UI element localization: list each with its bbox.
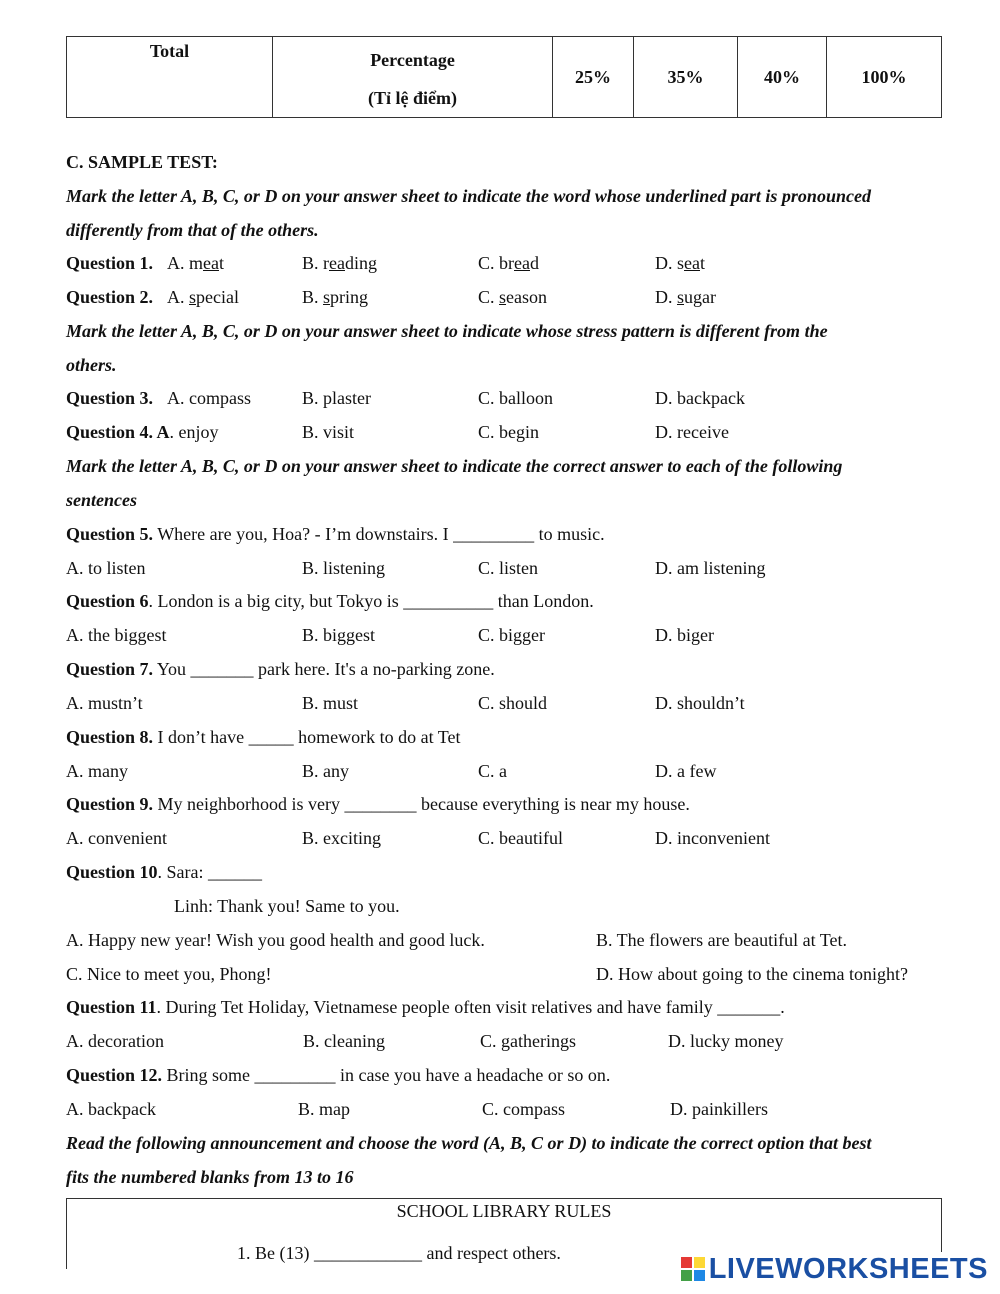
library-rule-1: 1. Be (13) ____________ and respect others.	[237, 1243, 561, 1263]
option-d[interactable]: D. lucky money	[668, 1031, 784, 1051]
option-d[interactable]: D. seat	[655, 253, 706, 273]
question-1	[66, 246, 946, 280]
option-c[interactable]: C. begin	[478, 422, 539, 442]
instruction-stress-cont: others.	[66, 355, 117, 375]
option-d[interactable]: D. am listening	[655, 558, 766, 578]
option-b[interactable]: B. spring	[302, 287, 369, 307]
question-label: Question 5.	[66, 524, 154, 544]
question-10-options-ab	[66, 923, 946, 957]
question-8	[66, 720, 946, 754]
option-a[interactable]: A. to listen	[66, 558, 146, 578]
question-12	[66, 1058, 946, 1092]
question-text: . London is a big city, but Tokyo is __________ than London.	[148, 591, 594, 611]
option-a[interactable]: A. Happy new year! Wish you good health and good luck.	[66, 930, 485, 950]
question-label: Question 7.	[66, 659, 154, 679]
option-a[interactable]: A. mustn’t	[66, 693, 143, 713]
section-title: C. SAMPLE TEST:	[66, 152, 218, 172]
option-b[interactable]: B. any	[302, 761, 349, 781]
instruction-reading-cont: fits the numbered blanks from 13 to 16	[66, 1167, 354, 1187]
option-a[interactable]: A. backpack	[66, 1099, 156, 1119]
instruction-correct-cont: sentences	[66, 490, 137, 510]
question-4	[66, 415, 946, 449]
option-d[interactable]: D. How about going to the cinema tonight?	[596, 964, 908, 984]
option-b[interactable]: B. plaster	[302, 388, 371, 408]
option-d[interactable]: D. shouldn’t	[655, 693, 745, 713]
question-text: Where are you, Hoa? - I’m downstairs. I _________ to music.	[153, 524, 605, 544]
library-rules-title: SCHOOL LIBRARY RULES	[396, 1201, 612, 1221]
option-c[interactable]: C. a	[478, 761, 507, 781]
option-c[interactable]: C. should	[478, 693, 548, 713]
option-c[interactable]: C. bread	[478, 253, 539, 273]
liveworksheets-logo	[681, 1252, 988, 1286]
question-text: Bring some _________ in case you have a headache or so on.	[162, 1065, 611, 1085]
question-2	[66, 280, 946, 314]
option-d[interactable]: D. sugar	[655, 287, 716, 307]
question-6-options	[66, 618, 946, 652]
percent-value: 25%	[553, 37, 634, 118]
instruction-stress: Mark the letter A, B, C, or D on your answer sheet to indicate whose stress pattern is different from the	[66, 321, 828, 341]
question-5	[66, 517, 946, 551]
option-b[interactable]: B. listening	[302, 558, 386, 578]
option-a[interactable]: . enjoy	[169, 422, 219, 442]
question-label: Question 11	[66, 997, 157, 1017]
option-a[interactable]: A. meat	[167, 253, 224, 273]
question-label: Question 1.	[66, 253, 154, 273]
question-label: Question 4. A	[66, 422, 170, 442]
question-10	[66, 855, 946, 889]
option-a[interactable]: A. compass	[167, 388, 251, 408]
option-c[interactable]: C. balloon	[478, 388, 553, 408]
instruction-pronunciation-cont: differently from that of the others.	[66, 220, 319, 240]
option-b[interactable]: B. visit	[302, 422, 355, 442]
option-a[interactable]: A. many	[66, 761, 128, 781]
question-text: My neighborhood is very ________ because everything is near my house.	[153, 794, 690, 814]
logo-blocks-icon	[681, 1257, 705, 1281]
question-10-reply	[66, 889, 946, 923]
option-a[interactable]: A. convenient	[66, 828, 167, 848]
option-b[interactable]: B. cleaning	[303, 1031, 385, 1051]
question-7	[66, 652, 946, 686]
question-label: Question 9.	[66, 794, 154, 814]
option-c[interactable]: C. beautiful	[478, 828, 563, 848]
question-text: . During Tet Holiday, Vietnamese people often visit relatives and have family _______.	[156, 997, 785, 1017]
option-d[interactable]: D. receive	[655, 422, 729, 442]
question-9	[66, 787, 946, 821]
question-label: Question 3.	[66, 388, 154, 408]
score-table	[66, 36, 942, 118]
question-label: Question 12.	[66, 1065, 163, 1085]
question-7-options	[66, 686, 946, 720]
question-label: Question 6	[66, 591, 149, 611]
question-5-options	[66, 551, 946, 585]
option-c[interactable]: C. Nice to meet you, Phong!	[66, 964, 272, 984]
question-label: Question 10	[66, 862, 158, 882]
percentage-sub: (Tỉ lệ điểm)	[368, 88, 457, 108]
percent-value: 40%	[738, 37, 827, 118]
question-8-options	[66, 754, 946, 788]
question-label: Question 8.	[66, 727, 154, 747]
instruction-reading: Read the following announcement and choose the word (A, B, C or D) to indicate the correct option that best	[66, 1133, 872, 1153]
option-d[interactable]: D. painkillers	[670, 1099, 768, 1119]
option-d[interactable]: D. biger	[655, 625, 714, 645]
question-12-options	[66, 1092, 946, 1126]
percentage-label: Percentage	[370, 50, 455, 70]
logo-text: LIVEWORKSHEETS	[708, 1252, 988, 1285]
total-cell: Total	[67, 37, 273, 118]
option-c[interactable]: C. season	[478, 287, 548, 307]
option-d[interactable]: D. backpack	[655, 388, 745, 408]
percent-value: 100%	[827, 37, 942, 118]
question-3	[66, 381, 946, 415]
option-b[interactable]: B. map	[298, 1099, 350, 1119]
question-label: Question 2.	[66, 287, 154, 307]
instruction-pronunciation: Mark the letter A, B, C, or D on your answer sheet to indicate the word whose underlined part is pronounced	[66, 186, 871, 206]
option-b[interactable]: B. must	[302, 693, 359, 713]
question-11	[66, 990, 946, 1024]
option-b[interactable]: B. biggest	[302, 625, 376, 645]
question-11-options	[66, 1024, 946, 1058]
question-text: . Sara: ______	[157, 862, 262, 882]
option-c[interactable]: C. gatherings	[480, 1031, 576, 1051]
question-text: I don’t have _____ homework to do at Tet	[153, 727, 461, 747]
option-b[interactable]: B. The flowers are beautiful at Tet.	[596, 930, 847, 950]
question-9-options	[66, 821, 946, 855]
instruction-correct: Mark the letter A, B, C, or D on your answer sheet to indicate the correct answer to each of the following	[66, 456, 843, 476]
option-d[interactable]: D. inconvenient	[655, 828, 770, 848]
question-text: You _______ park here. It's a no-parking zone.	[153, 659, 495, 679]
question-6	[66, 584, 946, 618]
option-c[interactable]: C. listen	[478, 558, 539, 578]
option-a[interactable]: A. decoration	[66, 1031, 164, 1051]
percentage-cell	[273, 37, 553, 118]
option-a[interactable]: A. the biggest	[66, 625, 167, 645]
option-b[interactable]: B. reading	[302, 253, 377, 273]
reply-text: Linh: Thank you! Same to you.	[174, 896, 400, 916]
option-a[interactable]: A. special	[167, 287, 239, 307]
question-10-options-cd	[66, 957, 946, 991]
option-c[interactable]: C. compass	[482, 1099, 565, 1119]
option-c[interactable]: C. bigger	[478, 625, 545, 645]
option-b[interactable]: B. exciting	[302, 828, 381, 848]
percent-value: 35%	[634, 37, 738, 118]
option-d[interactable]: D. a few	[655, 761, 717, 781]
